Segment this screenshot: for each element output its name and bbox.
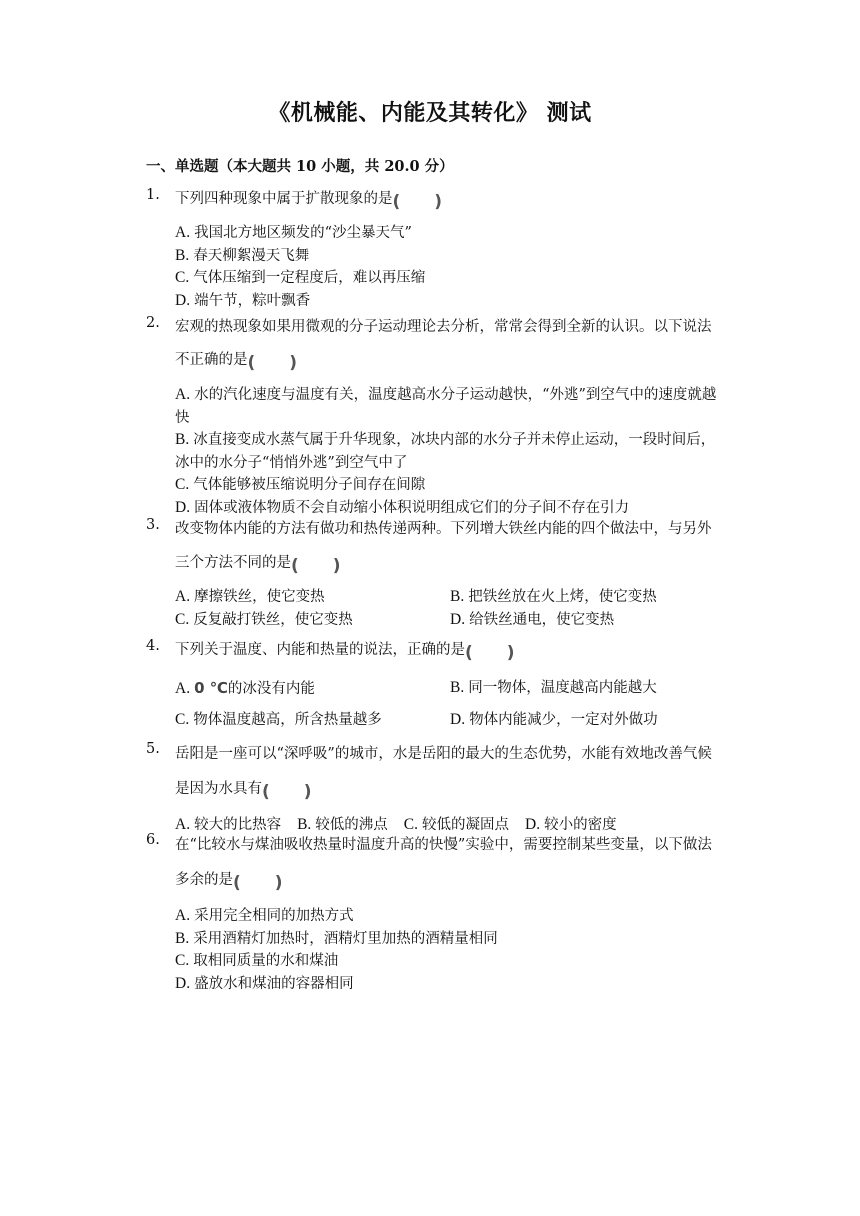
option-a: A. 采用完全相同的加热方式 — [175, 907, 354, 924]
option-b: B. 春天柳絮漫天飞舞 — [175, 246, 310, 264]
option-list — [175, 677, 718, 731]
question-stem: 宏观的热现象如果用微观的分子运动理论去分析，常常会得到全新的认识。以下说法不正确的是( ) — [175, 311, 718, 376]
answer-paren: ( ) — [247, 353, 311, 373]
option-a: A. 水的汽化速度与温度有关，温度越高水分子运动越快，“外逃”到空气中的速度就越快 — [175, 386, 717, 426]
option-a: A. 较大的比热容 — [175, 816, 282, 833]
option-a: A. 我国北方地区频发的“沙尘暴天气” — [175, 224, 412, 241]
page-title: 《机械能、内能及其转化》 测试 — [268, 100, 592, 126]
option-c: C. 取相同质量的水和煤油 — [175, 952, 339, 969]
question-2 — [146, 311, 718, 519]
option-c: C. 较低的凝固点 — [403, 816, 510, 833]
option-c: C. 气体能够被压缩说明分子间存在间隙 — [175, 476, 426, 493]
option-c: C. 反复敲打铁丝，使它变热 — [175, 610, 353, 628]
option-d: D. 给铁丝通电，使它变热 — [450, 610, 615, 628]
question-3 — [146, 513, 718, 631]
question-5 — [146, 737, 718, 837]
answer-paren: ( ) — [465, 643, 529, 663]
answer-paren: ( ) — [291, 556, 355, 576]
option-a: A. 0 ℃的冰没有内能 — [175, 679, 315, 697]
option-d: D. 物体内能减少，一定对外做功 — [450, 710, 658, 728]
question-number: 3. — [146, 517, 160, 533]
option-list — [175, 586, 718, 631]
question-number: 4. — [146, 638, 160, 654]
question-number: 1. — [146, 187, 160, 203]
option-b: B. 冰直接变成水蒸气属于升华现象，冰块内部的水分子并未停止运动，一段时间后，冰中的水分子“悄悄外逃”到空气中了 — [175, 431, 716, 471]
question-stem: 在“比较水与煤油吸收热量时温度升高的快慢”实验中，需要控制某些变量，以下做法多余的是( ) — [175, 828, 718, 897]
question-number: 2. — [146, 315, 160, 331]
option-d: D. 盛放水和煤油的容器相同 — [175, 974, 354, 992]
section-heading: 一、单选题（本大题共 10 小题，共 20.0 分） — [146, 158, 454, 175]
question-number: 5. — [146, 741, 160, 757]
question-4 — [146, 634, 718, 731]
option-list — [175, 384, 718, 519]
option-list — [175, 222, 718, 312]
question-stem: 岳阳是一座可以“深呼吸”的城市，水是岳阳的最大的生态优势，水能有效地改善气候是因为水具有( ) — [175, 737, 718, 806]
option-c: C. 气体压缩到一定程度后，难以再压缩 — [175, 269, 426, 286]
answer-paren: ( ) — [233, 873, 297, 893]
question-stem: 下列关于温度、内能和热量的说法，正确的是( ) — [175, 634, 718, 665]
zero-celsius-symbol: 0 ℃ — [194, 679, 228, 697]
question-6 — [146, 828, 718, 995]
option-c: C. 物体温度越高，所含热量越多 — [175, 710, 382, 728]
option-d: D. 端午节，粽叶飘香 — [175, 291, 311, 309]
question-stem: 下列四种现象中属于扩散现象的是( ) — [175, 183, 718, 214]
option-d: D. 较小的密度 — [525, 816, 617, 833]
option-b: B. 较低的沸点 — [297, 816, 388, 833]
option-b: B. 把铁丝放在火上烤，使它变热 — [450, 588, 657, 605]
option-b: B. 同一物体，温度越高内能越大 — [450, 679, 657, 696]
answer-paren: ( ) — [392, 192, 456, 212]
option-d: D. 固体或液体物质不会自动缩小体积说明组成它们的分子间不存在引力 — [175, 498, 630, 516]
question-1 — [146, 183, 718, 312]
option-list — [175, 905, 718, 995]
option-b: B. 采用酒精灯加热时，酒精灯里加热的酒精量相同 — [175, 929, 498, 947]
question-number: 6. — [146, 832, 160, 848]
answer-paren: ( ) — [262, 782, 326, 802]
option-a: A. 摩擦铁丝，使它变热 — [175, 588, 325, 605]
question-stem: 改变物体内能的方法有做功和热传递两种。下列增大铁丝内能的四个做法中，与另外三个方法不同的是( ) — [175, 513, 718, 580]
